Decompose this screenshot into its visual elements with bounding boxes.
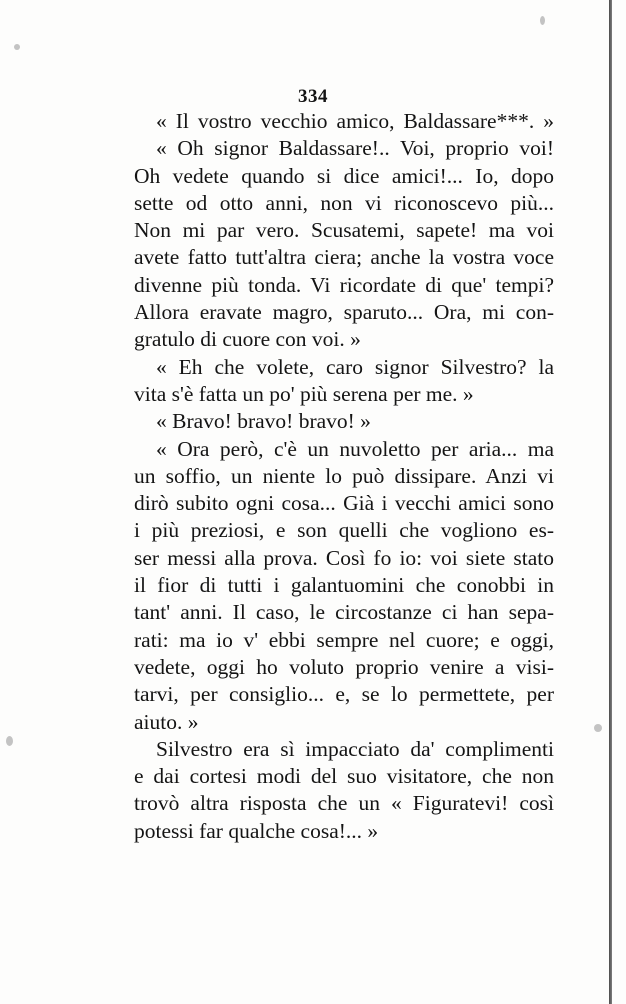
text-line: Non mi par vero. Scusatemi, sapete! ma voi — [134, 218, 554, 243]
text-line: Silvestro era sì impacciato da' complimenti — [156, 736, 554, 761]
text-line: il fior di tutti i galantuomini che conobbi in — [134, 573, 554, 598]
paper-speck — [594, 724, 602, 732]
text-line: avete fatto tutt'altra ciera; anche la vostra voce — [134, 245, 554, 270]
body-text — [134, 108, 554, 845]
text-line: « Bravo! bravo! bravo! » — [156, 409, 371, 434]
paper-speck — [540, 16, 545, 25]
paper-speck — [14, 44, 20, 50]
text-line: « Eh che volete, caro signor Silvestro? la — [156, 354, 554, 379]
text-line: « Oh signor Baldassare!.. Voi, proprio voi! — [156, 136, 554, 161]
text-line: tant' anni. Il caso, le circostanze ci han sepa- — [134, 600, 554, 625]
text-line: i più preziosi, e son quelli che vogliono es- — [134, 518, 554, 543]
text-line: un soffio, un niente lo può dissipare. Anzi vi — [134, 463, 554, 488]
text-line: e dai cortesi modi del suo visitatore, che non — [134, 764, 554, 789]
text-line: Oh vedete quando si dice amici!... Io, dopo — [134, 163, 554, 188]
text-line: dirò subito ogni cosa... Già i vecchi amici sono — [134, 491, 554, 516]
text-line: tarvi, per consiglio... e, se lo permettete, per — [134, 682, 554, 707]
text-line: Allora eravate magro, sparuto... Ora, mi con- — [134, 300, 554, 325]
text-line: aiuto. » — [134, 709, 199, 734]
text-line: potessi far qualche cosa!... » — [134, 818, 379, 843]
text-line: trovò altra risposta che un « Figuratevi! così — [134, 791, 554, 816]
text-line: ser messi alla prova. Così fo io: voi siete stato — [134, 545, 554, 570]
page-number: 334 — [298, 86, 328, 107]
text-line: gratulo di cuore con voi. » — [134, 327, 361, 352]
text-line: « Il vostro vecchio amico, Baldassare***. » — [156, 109, 554, 133]
text-line: vedete, oggi ho voluto proprio venire a visi- — [134, 654, 554, 679]
paper-speck — [6, 736, 13, 746]
text-line: divenne più tonda. Vi ricordate di que' tempi? — [134, 272, 554, 297]
text-line: rati: ma io v' ebbi sempre nel cuore; e oggi, — [134, 627, 554, 652]
text-line: vita s'è fatta un po' più serena per me. » — [134, 381, 474, 406]
page-spine-edge — [609, 0, 612, 1004]
text-line: sette od otto anni, non vi riconoscevo più... — [134, 190, 554, 215]
text-line: « Ora però, c'è un nuvoletto per aria... ma — [156, 436, 554, 461]
